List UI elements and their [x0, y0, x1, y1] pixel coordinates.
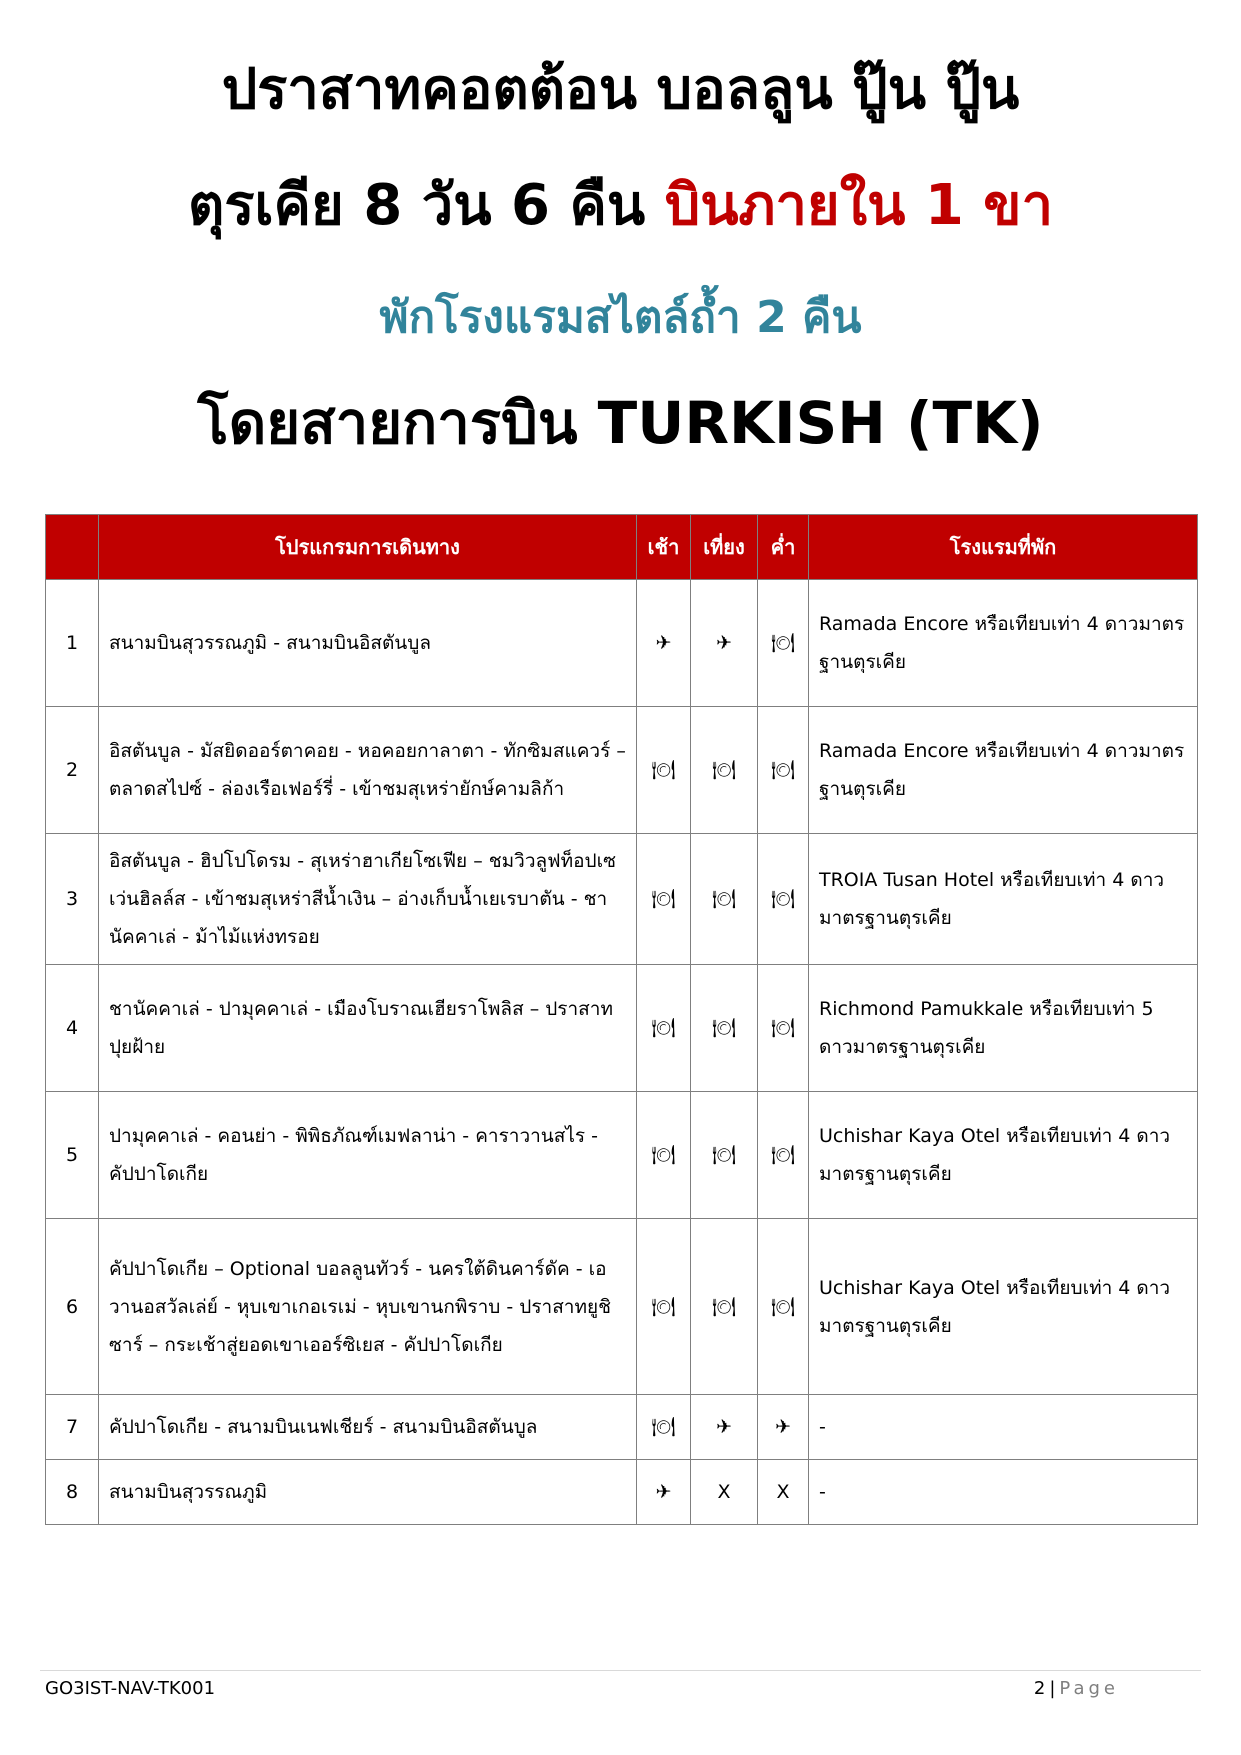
program-cell: คัปปาโดเกีย – Optional บอลลูนทัวร์ - นครใต้ดินคาร์ดัค - เอวานอสวัลเล่ย์ - หุบเขาเกอเรเม่ - หุบเขานกพิราบ - ปราสาทยูชิซาร์ – กระเช้าสู่ยอดเขาเออร์ซิเยส - คัปปาโดเกีย	[99, 1219, 637, 1395]
program-cell: ปามุคคาเล่ - คอนย่า - พิพิธภัณฑ์เมฟลาน่า - คาราวานสไร - คัปปาโดเกีย	[99, 1092, 637, 1219]
table-row	[46, 1395, 1198, 1460]
table-row	[46, 580, 1198, 707]
title-line-3: พักโรงแรมสไตล์ถ้ำ 2 คืน	[379, 292, 862, 343]
footer-divider	[40, 1670, 1201, 1671]
program-cell: สนามบินสุวรรณภูมิ - สนามบินอิสตันบูล	[99, 580, 637, 707]
title-line-2	[40, 173, 1201, 238]
page-separator: |	[1049, 1678, 1056, 1699]
table-row	[46, 707, 1198, 834]
hotel-cell: -	[809, 1460, 1198, 1525]
dinner-cell: ✈	[758, 1395, 809, 1460]
breakfast-cell: 🍽	[637, 707, 691, 834]
day-number: 5	[46, 1092, 99, 1219]
lunch-cell: X	[691, 1460, 758, 1525]
dinner-cell: 🍽	[758, 834, 809, 965]
dinner-cell: 🍽	[758, 965, 809, 1092]
day-number: 3	[46, 834, 99, 965]
header-program: โปรแกรมการเดินทาง	[99, 515, 637, 580]
breakfast-cell: 🍽	[637, 965, 691, 1092]
hotel-cell: Richmond Pamukkale หรือเทียบเท่า 5 ดาวมาตรฐานตุรเคีย	[809, 965, 1198, 1092]
header-day	[46, 515, 99, 580]
program-cell: คัปปาโดเกีย - สนามบินเนฟเชียร์ - สนามบินอิสตันบูล	[99, 1395, 637, 1460]
header-breakfast: เช้า	[637, 515, 691, 580]
table-row	[46, 965, 1198, 1092]
day-number: 2	[46, 707, 99, 834]
header-hotel: โรงแรมที่พัก	[809, 515, 1198, 580]
table-row	[46, 1219, 1198, 1395]
page-number: 2	[1033, 1678, 1046, 1699]
hotel-cell: Uchishar Kaya Otel หรือเทียบเท่า 4 ดาวมาตรฐานตุรเคีย	[809, 1092, 1198, 1219]
footer-page-indicator	[1034, 1678, 1119, 1699]
hotel-cell: Uchishar Kaya Otel หรือเทียบเท่า 4 ดาวมาตรฐานตุรเคีย	[809, 1219, 1198, 1395]
dinner-cell: 🍽	[758, 1219, 809, 1395]
footer-document-code: GO3IST-NAV-TK001	[45, 1678, 216, 1699]
lunch-cell: ✈	[691, 1395, 758, 1460]
title-line-4: โดยสายการบิน TURKISH (TK)	[197, 389, 1044, 457]
title-line-1: ปราสาทคอตต้อน บอลลูน ปู๊น ปู๊น	[221, 57, 1020, 122]
hotel-cell: TROIA Tusan Hotel หรือเทียบเท่า 4 ดาว มาตรฐานตุรเคีย	[809, 834, 1198, 965]
page-label: Page	[1059, 1678, 1119, 1699]
program-cell: ชานัคคาเล่ - ปามุคคาเล่ - เมืองโบราณเฮียราโพลิส – ปราสาทปุยฝ้าย	[99, 965, 637, 1092]
lunch-cell: 🍽	[691, 965, 758, 1092]
breakfast-cell: 🍽	[637, 834, 691, 965]
program-cell: อิสตันบูล - มัสยิดออร์ตาคอย - หอคอยกาลาตา - ทักซิมสแควร์ – ตลาดสไปซ์ - ล่องเรือเฟอร์รี่ - เข้าชมสุเหร่ายักษ์คามลิก้า	[99, 707, 637, 834]
dinner-cell: 🍽	[758, 580, 809, 707]
title-line-2-main: ตุรเคีย 8 วัน 6 คืน	[187, 173, 665, 238]
title-line-2-highlight: บินภายใน 1 ขา	[664, 173, 1054, 238]
day-number: 4	[46, 965, 99, 1092]
breakfast-cell: 🍽	[637, 1395, 691, 1460]
hotel-cell: -	[809, 1395, 1198, 1460]
table-row	[46, 1460, 1198, 1525]
lunch-cell: 🍽	[691, 707, 758, 834]
hotel-cell: Ramada Encore หรือเทียบเท่า 4 ดาวมาตรฐานตุรเคีย	[809, 707, 1198, 834]
lunch-cell: 🍽	[691, 1092, 758, 1219]
program-cell: อิสตันบูล - ฮิปโปโดรม - สุเหร่าฮาเกียโซเฟีย – ชมวิวลูฟท็อปเซเว่นฮิลล์ส - เข้าชมสุเหร่าสีน้ำเงิน – อ่างเก็บน้ำเยเรบาตัน - ชานัคคาเล่ - ม้าไม้แห่งทรอย	[99, 834, 637, 965]
dinner-cell: 🍽	[758, 1092, 809, 1219]
breakfast-cell: 🍽	[637, 1219, 691, 1395]
dinner-cell: 🍽	[758, 707, 809, 834]
table-row	[46, 834, 1198, 965]
table-row	[46, 1092, 1198, 1219]
breakfast-cell: 🍽	[637, 1092, 691, 1219]
hotel-cell: Ramada Encore หรือเทียบเท่า 4 ดาวมาตรฐานตุรเคีย	[809, 580, 1198, 707]
day-number: 8	[46, 1460, 99, 1525]
day-number: 6	[46, 1219, 99, 1395]
table-header-row	[46, 515, 1198, 580]
program-cell: สนามบินสุวรรณภูมิ	[99, 1460, 637, 1525]
day-number: 1	[46, 580, 99, 707]
lunch-cell: 🍽	[691, 1219, 758, 1395]
breakfast-cell: ✈	[637, 1460, 691, 1525]
dinner-cell: X	[758, 1460, 809, 1525]
day-number: 7	[46, 1395, 99, 1460]
lunch-cell: ✈	[691, 580, 758, 707]
header-lunch: เที่ยง	[691, 515, 758, 580]
lunch-cell: 🍽	[691, 834, 758, 965]
itinerary-table	[45, 514, 1198, 1525]
breakfast-cell: ✈	[637, 580, 691, 707]
header-dinner: ค่ำ	[758, 515, 809, 580]
